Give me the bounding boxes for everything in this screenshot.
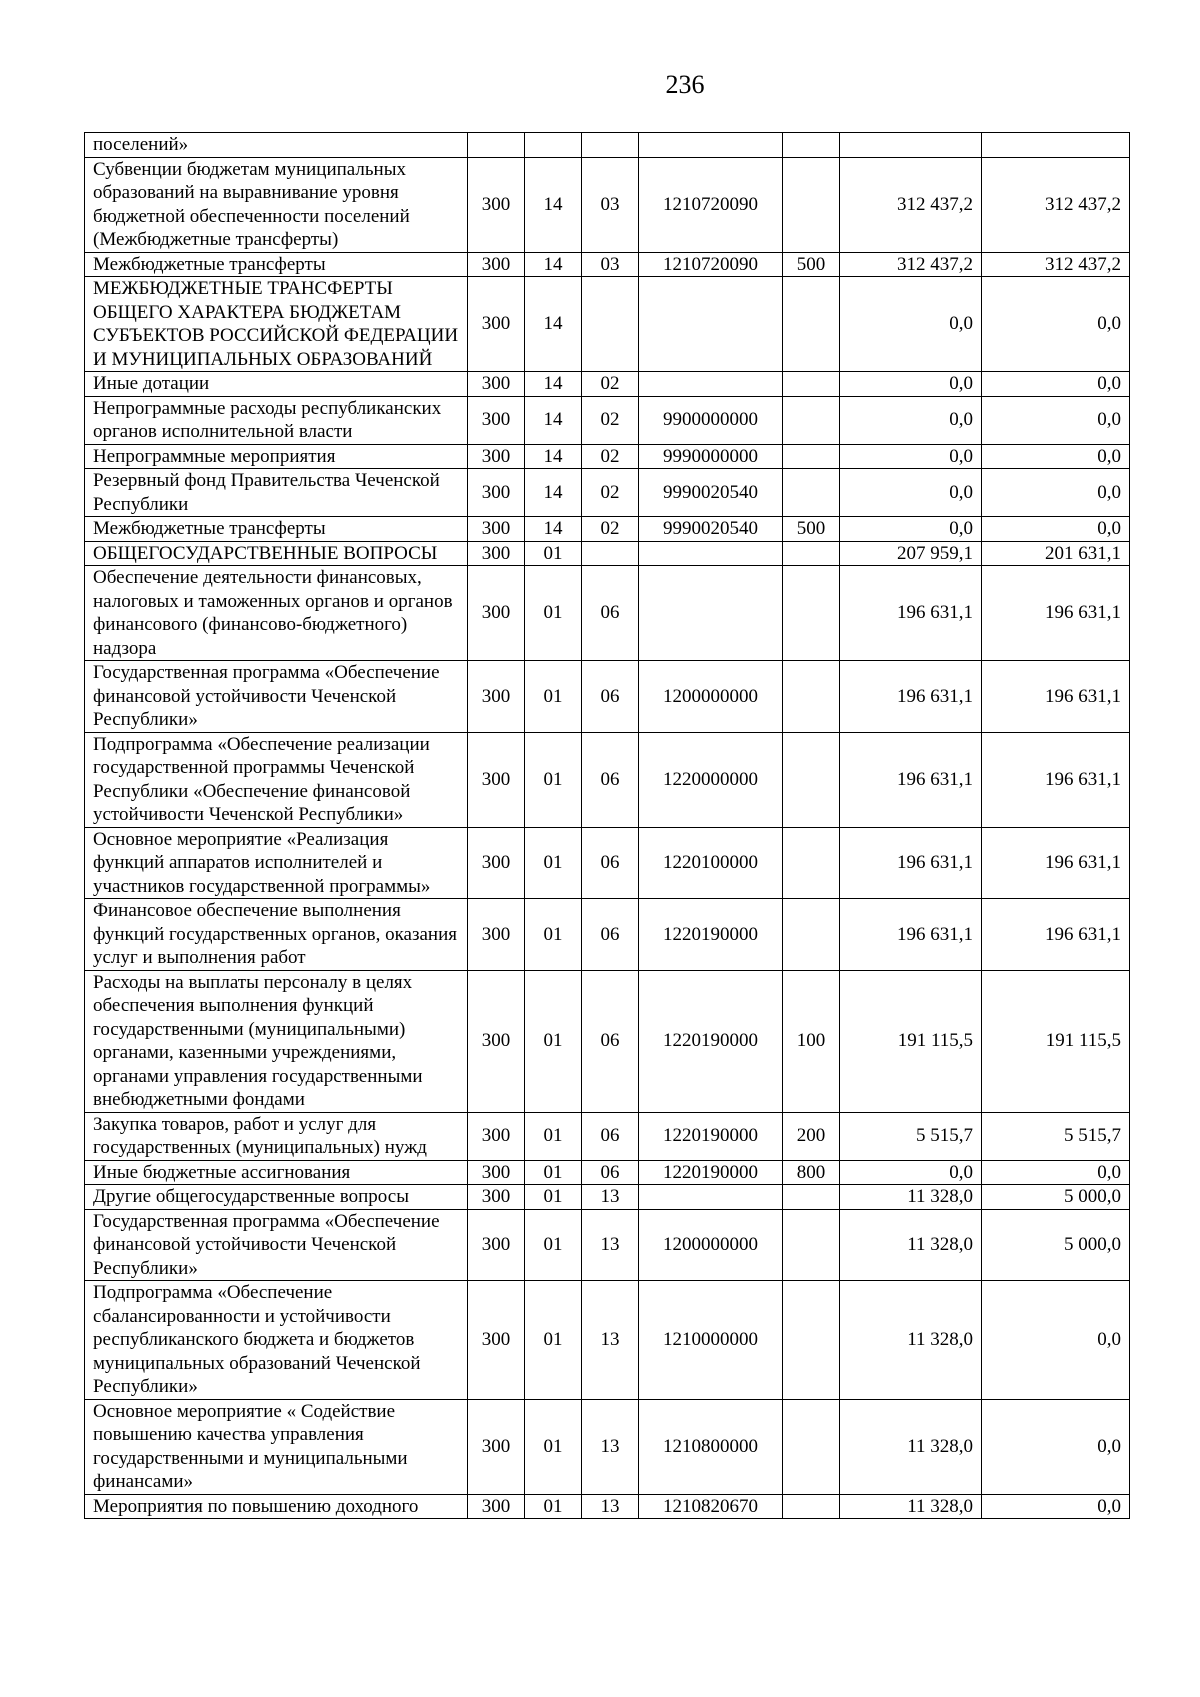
cell-amount-2: 0,0 — [982, 1399, 1130, 1494]
cell-rz: 14 — [525, 252, 582, 277]
cell-amount-1: 0,0 — [840, 372, 982, 397]
cell-amount-1: 196 631,1 — [840, 732, 982, 827]
cell-rz: 01 — [525, 970, 582, 1112]
table-row — [85, 444, 1130, 469]
cell-rz — [525, 133, 582, 158]
cell-csr: 1220100000 — [639, 827, 783, 899]
cell-rz: 01 — [525, 661, 582, 733]
table-row — [85, 469, 1130, 517]
cell-rz: 01 — [525, 899, 582, 971]
cell-name: Финансовое обеспечение выполнения функций государственных органов, оказания услуг и выполнения работ — [85, 899, 468, 971]
cell-csr: 1220190000 — [639, 970, 783, 1112]
cell-rz: 14 — [525, 444, 582, 469]
cell-rz: 01 — [525, 566, 582, 661]
cell-name: Государственная программа «Обеспечение финансовой устойчивости Чеченской Республики» — [85, 1209, 468, 1281]
cell-csr: 9990020540 — [639, 517, 783, 542]
cell-amount-1: 5 515,7 — [840, 1112, 982, 1160]
cell-amount-2: 312 437,2 — [982, 157, 1130, 252]
cell-name: Мероприятия по повышению доходного — [85, 1494, 468, 1519]
cell-vr — [783, 732, 840, 827]
cell-amount-2: 196 631,1 — [982, 661, 1130, 733]
cell-vr — [783, 827, 840, 899]
cell-gr: 300 — [468, 566, 525, 661]
cell-csr: 9990020540 — [639, 469, 783, 517]
table-row — [85, 827, 1130, 899]
cell-csr — [639, 133, 783, 158]
cell-rz: 01 — [525, 827, 582, 899]
cell-amount-2: 0,0 — [982, 1494, 1130, 1519]
cell-rz: 01 — [525, 732, 582, 827]
table-row — [85, 1494, 1130, 1519]
cell-vr — [783, 541, 840, 566]
cell-vr — [783, 469, 840, 517]
cell-rz: 14 — [525, 157, 582, 252]
cell-name: Закупка товаров, работ и услуг для государственных (муниципальных) нужд — [85, 1112, 468, 1160]
cell-amount-1: 0,0 — [840, 444, 982, 469]
cell-amount-2: 196 631,1 — [982, 827, 1130, 899]
cell-amount-1 — [840, 133, 982, 158]
cell-name: Другие общегосударственные вопросы — [85, 1185, 468, 1210]
cell-amount-1: 11 328,0 — [840, 1185, 982, 1210]
cell-vr — [783, 157, 840, 252]
table-row — [85, 277, 1130, 372]
cell-amount-2: 0,0 — [982, 1160, 1130, 1185]
cell-gr: 300 — [468, 1399, 525, 1494]
cell-gr: 300 — [468, 396, 525, 444]
cell-pr: 13 — [582, 1399, 639, 1494]
table-row — [85, 1185, 1130, 1210]
table-row — [85, 252, 1130, 277]
cell-gr: 300 — [468, 252, 525, 277]
cell-csr — [639, 277, 783, 372]
cell-amount-1: 0,0 — [840, 396, 982, 444]
cell-csr: 1210000000 — [639, 1281, 783, 1400]
cell-csr: 1220190000 — [639, 1112, 783, 1160]
cell-vr — [783, 444, 840, 469]
cell-gr: 300 — [468, 899, 525, 971]
table-row — [85, 661, 1130, 733]
cell-pr: 06 — [582, 827, 639, 899]
cell-name: Иные бюджетные ассигнования — [85, 1160, 468, 1185]
cell-vr — [783, 899, 840, 971]
cell-amount-1: 0,0 — [840, 277, 982, 372]
cell-amount-2: 191 115,5 — [982, 970, 1130, 1112]
cell-rz: 01 — [525, 1112, 582, 1160]
cell-amount-2: 5 515,7 — [982, 1112, 1130, 1160]
cell-amount-1: 312 437,2 — [840, 252, 982, 277]
table-row — [85, 396, 1130, 444]
table-row — [85, 517, 1130, 542]
cell-csr: 9900000000 — [639, 396, 783, 444]
cell-rz: 01 — [525, 1160, 582, 1185]
cell-rz: 01 — [525, 1209, 582, 1281]
cell-amount-2: 0,0 — [982, 444, 1130, 469]
cell-pr: 02 — [582, 469, 639, 517]
cell-vr: 800 — [783, 1160, 840, 1185]
table-row — [85, 372, 1130, 397]
cell-amount-2: 312 437,2 — [982, 252, 1130, 277]
cell-csr: 1210820670 — [639, 1494, 783, 1519]
cell-gr: 300 — [468, 541, 525, 566]
cell-gr: 300 — [468, 157, 525, 252]
cell-amount-1: 196 631,1 — [840, 827, 982, 899]
cell-csr — [639, 541, 783, 566]
cell-rz: 01 — [525, 1185, 582, 1210]
cell-vr — [783, 1185, 840, 1210]
cell-name: Подпрограмма «Обеспечение реализации государственной программы Чеченской Республики «Обеспечение финансовой устойчивости Чеченской Республики» — [85, 732, 468, 827]
cell-vr: 200 — [783, 1112, 840, 1160]
table-row — [85, 1112, 1130, 1160]
cell-amount-1: 207 959,1 — [840, 541, 982, 566]
cell-vr: 100 — [783, 970, 840, 1112]
cell-gr: 300 — [468, 1494, 525, 1519]
cell-pr: 03 — [582, 157, 639, 252]
cell-pr: 02 — [582, 517, 639, 542]
cell-vr — [783, 277, 840, 372]
cell-csr — [639, 1185, 783, 1210]
cell-name: Резервный фонд Правительства Чеченской Республики — [85, 469, 468, 517]
cell-vr — [783, 1494, 840, 1519]
cell-amount-1: 191 115,5 — [840, 970, 982, 1112]
table-row — [85, 1160, 1130, 1185]
cell-csr: 9990000000 — [639, 444, 783, 469]
table-row — [85, 157, 1130, 252]
cell-name: ОБЩЕГОСУДАРСТВЕННЫЕ ВОПРОСЫ — [85, 541, 468, 566]
cell-rz: 01 — [525, 541, 582, 566]
cell-gr: 300 — [468, 277, 525, 372]
cell-csr: 1200000000 — [639, 661, 783, 733]
table-row — [85, 133, 1130, 158]
cell-csr: 1210720090 — [639, 252, 783, 277]
cell-rz: 14 — [525, 372, 582, 397]
cell-name: Непрограммные мероприятия — [85, 444, 468, 469]
cell-amount-1: 196 631,1 — [840, 899, 982, 971]
cell-vr — [783, 661, 840, 733]
table-row — [85, 970, 1130, 1112]
cell-gr: 300 — [468, 970, 525, 1112]
cell-name: МЕЖБЮДЖЕТНЫЕ ТРАНСФЕРТЫ ОБЩЕГО ХАРАКТЕРА БЮДЖЕТАМ СУБЪЕКТОВ РОССИЙСКОЙ ФЕДЕРАЦИИ И МУНИЦИПАЛЬНЫХ ОБРАЗОВАНИЙ — [85, 277, 468, 372]
cell-vr — [783, 133, 840, 158]
cell-amount-1: 11 328,0 — [840, 1399, 982, 1494]
cell-gr: 300 — [468, 1160, 525, 1185]
cell-pr: 13 — [582, 1281, 639, 1400]
cell-rz: 14 — [525, 517, 582, 542]
cell-name: Основное мероприятие « Содействие повышению качества управления государственными и муниципальными финансами» — [85, 1399, 468, 1494]
cell-amount-2: 201 631,1 — [982, 541, 1130, 566]
cell-csr: 1200000000 — [639, 1209, 783, 1281]
cell-rz: 14 — [525, 396, 582, 444]
cell-csr: 1210800000 — [639, 1399, 783, 1494]
cell-pr: 02 — [582, 396, 639, 444]
cell-vr — [783, 372, 840, 397]
cell-amount-1: 11 328,0 — [840, 1494, 982, 1519]
table-row — [85, 1399, 1130, 1494]
table-row — [85, 732, 1130, 827]
cell-amount-1: 11 328,0 — [840, 1209, 982, 1281]
cell-amount-2: 5 000,0 — [982, 1185, 1130, 1210]
cell-csr: 1220190000 — [639, 1160, 783, 1185]
cell-amount-2: 196 631,1 — [982, 732, 1130, 827]
cell-pr: 13 — [582, 1494, 639, 1519]
cell-pr: 13 — [582, 1209, 639, 1281]
cell-gr: 300 — [468, 661, 525, 733]
cell-pr: 06 — [582, 970, 639, 1112]
cell-gr: 300 — [468, 1209, 525, 1281]
cell-pr: 06 — [582, 661, 639, 733]
cell-amount-2: 0,0 — [982, 277, 1130, 372]
cell-csr — [639, 372, 783, 397]
cell-gr: 300 — [468, 517, 525, 542]
cell-vr — [783, 566, 840, 661]
cell-amount-2: 0,0 — [982, 396, 1130, 444]
page-number: 236 — [665, 70, 705, 99]
cell-amount-1: 196 631,1 — [840, 566, 982, 661]
budget-table — [84, 132, 1130, 1519]
table-row — [85, 1209, 1130, 1281]
cell-rz: 14 — [525, 277, 582, 372]
cell-name: поселений» — [85, 133, 468, 158]
cell-vr — [783, 1399, 840, 1494]
cell-pr: 06 — [582, 1112, 639, 1160]
cell-name: Иные дотации — [85, 372, 468, 397]
cell-amount-1: 0,0 — [840, 517, 982, 542]
cell-rz: 01 — [525, 1281, 582, 1400]
cell-rz: 01 — [525, 1494, 582, 1519]
cell-pr: 06 — [582, 1160, 639, 1185]
cell-amount-2 — [982, 133, 1130, 158]
cell-pr: 02 — [582, 444, 639, 469]
cell-pr: 06 — [582, 732, 639, 827]
cell-amount-1: 0,0 — [840, 1160, 982, 1185]
cell-vr — [783, 1281, 840, 1400]
cell-amount-2: 0,0 — [982, 517, 1130, 542]
cell-name: Основное мероприятие «Реализация функций аппаратов исполнителей и участников государственной программы» — [85, 827, 468, 899]
cell-gr: 300 — [468, 444, 525, 469]
cell-amount-2: 196 631,1 — [982, 899, 1130, 971]
cell-amount-1: 11 328,0 — [840, 1281, 982, 1400]
cell-gr: 300 — [468, 1112, 525, 1160]
cell-csr — [639, 566, 783, 661]
table-body — [85, 133, 1130, 1519]
cell-pr: 13 — [582, 1185, 639, 1210]
cell-name: Межбюджетные трансферты — [85, 517, 468, 542]
table-row — [85, 541, 1130, 566]
cell-gr: 300 — [468, 827, 525, 899]
cell-name: Межбюджетные трансферты — [85, 252, 468, 277]
cell-pr: 02 — [582, 372, 639, 397]
cell-csr: 1220000000 — [639, 732, 783, 827]
cell-name: Субвенции бюджетам муниципальных образований на выравнивание уровня бюджетной обеспеченности поселений (Межбюджетные трансферты) — [85, 157, 468, 252]
cell-pr — [582, 133, 639, 158]
cell-name: Расходы на выплаты персоналу в целях обеспечения выполнения функций государственными (муниципальными) органами, казенными учреждениями, органами управления государственными внебюджетными фондами — [85, 970, 468, 1112]
table-row — [85, 566, 1130, 661]
cell-name: Непрограммные расходы республиканских органов исполнительной власти — [85, 396, 468, 444]
cell-pr — [582, 277, 639, 372]
cell-pr: 06 — [582, 899, 639, 971]
cell-pr: 06 — [582, 566, 639, 661]
cell-amount-1: 196 631,1 — [840, 661, 982, 733]
cell-csr: 1220190000 — [639, 899, 783, 971]
cell-gr: 300 — [468, 1185, 525, 1210]
cell-name: Государственная программа «Обеспечение финансовой устойчивости Чеченской Республики» — [85, 661, 468, 733]
cell-amount-2: 0,0 — [982, 372, 1130, 397]
cell-name: Обеспечение деятельности финансовых, налоговых и таможенных органов и органов финансового (финансово-бюджетного) надзора — [85, 566, 468, 661]
cell-pr — [582, 541, 639, 566]
table-row — [85, 1281, 1130, 1400]
cell-gr: 300 — [468, 1281, 525, 1400]
cell-amount-2: 0,0 — [982, 1281, 1130, 1400]
cell-rz: 01 — [525, 1399, 582, 1494]
cell-gr: 300 — [468, 372, 525, 397]
cell-vr: 500 — [783, 252, 840, 277]
cell-vr: 500 — [783, 517, 840, 542]
cell-vr — [783, 396, 840, 444]
cell-name: Подпрограмма «Обеспечение сбалансированности и устойчивости республиканского бюджета и бюджетов муниципальных образований Чеченской Республики» — [85, 1281, 468, 1400]
cell-amount-2: 0,0 — [982, 469, 1130, 517]
cell-amount-2: 5 000,0 — [982, 1209, 1130, 1281]
cell-pr: 03 — [582, 252, 639, 277]
cell-rz: 14 — [525, 469, 582, 517]
cell-vr — [783, 1209, 840, 1281]
cell-gr: 300 — [468, 732, 525, 827]
cell-gr — [468, 133, 525, 158]
cell-csr: 1210720090 — [639, 157, 783, 252]
cell-gr: 300 — [468, 469, 525, 517]
cell-amount-2: 196 631,1 — [982, 566, 1130, 661]
cell-amount-1: 0,0 — [840, 469, 982, 517]
table-row — [85, 899, 1130, 971]
cell-amount-1: 312 437,2 — [840, 157, 982, 252]
